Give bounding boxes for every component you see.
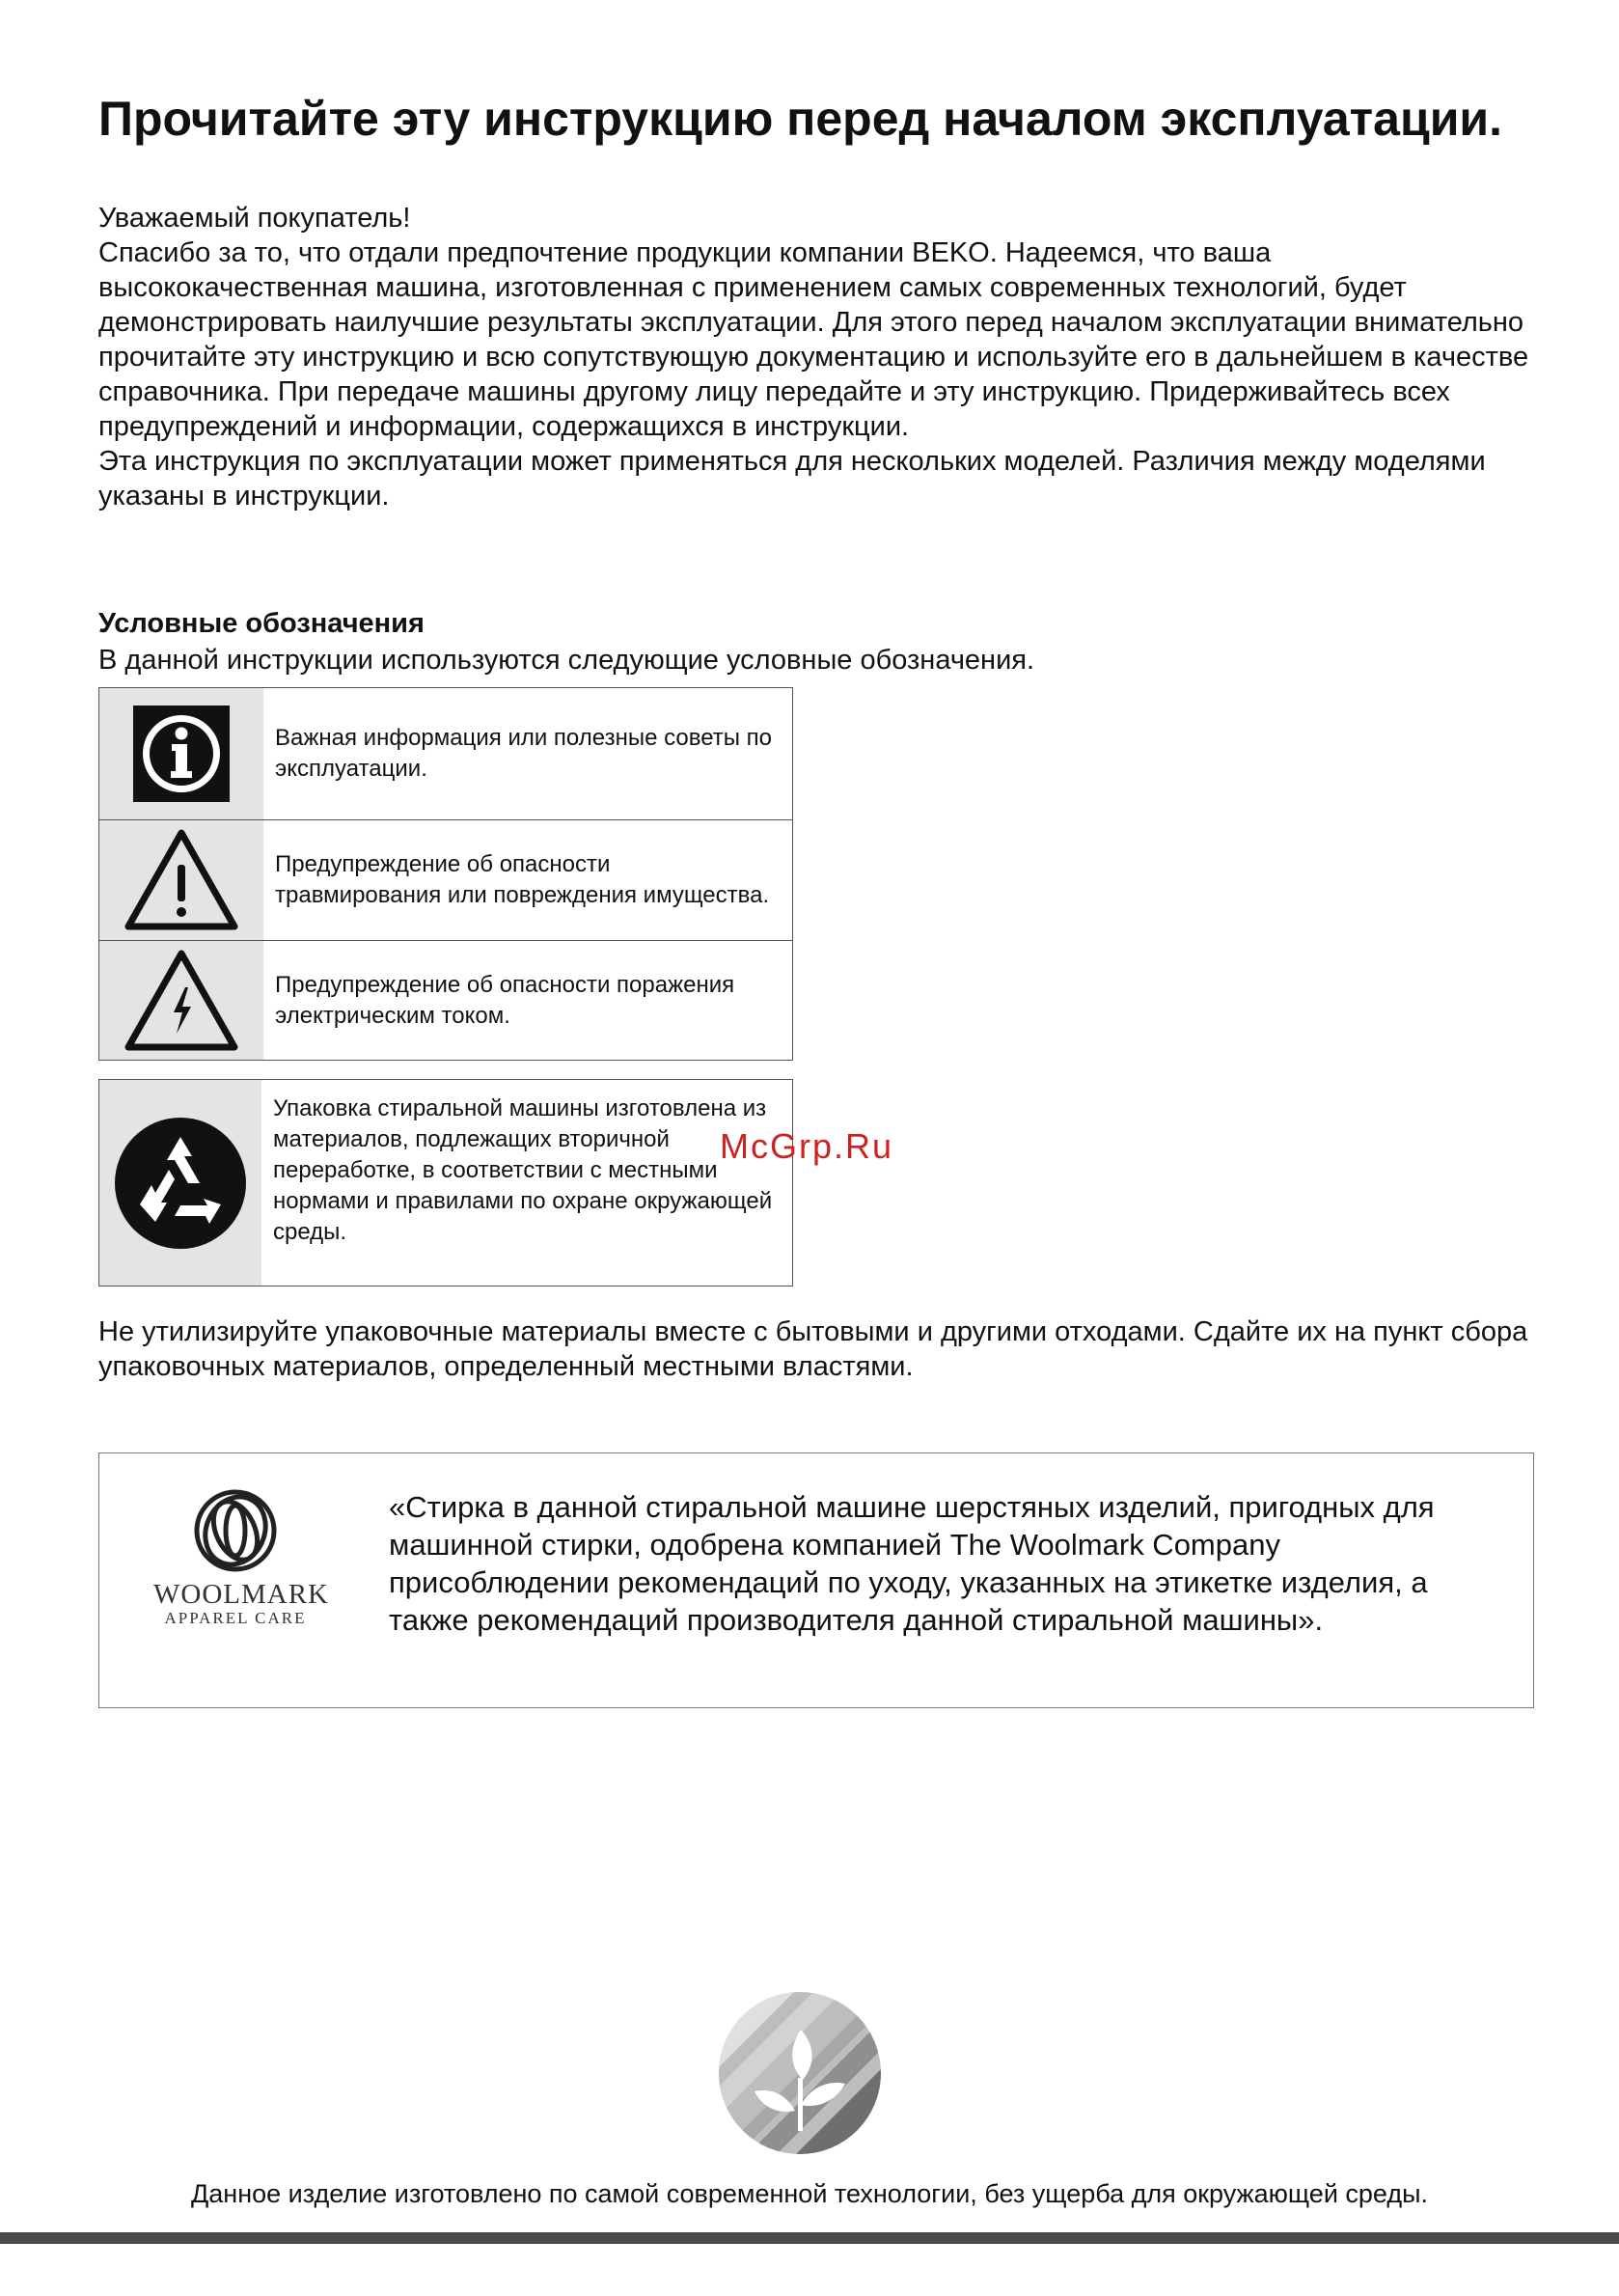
woolmark-icon	[191, 1486, 280, 1575]
woolmark-box	[98, 1452, 1534, 1708]
symbols-heading: Условные обозначения	[98, 608, 425, 639]
disposal-note: Не утилизируйте упаковочные материалы вместе с бытовыми и другими отходами. Сдайте их на пункт сбора упаковочных материалов, определенный местными властями.	[98, 1316, 1528, 1382]
intro-body: Спасибо за то, что отдали предпочтение продукции компании BEKO. Надеемся, что ваша высококачественная машина, изготовленная с применением самых современных технологий, будет демонстрировать наилучшие результаты эксплуатации. Для этого перед началом эксплуатации внимательно прочитайте эту инструкцию и всю сопутствующую документацию и используйте его в дальнейшем в качестве справочника. При передаче машины другому лицу передайте и эту инструкцию. Придерживайтесь всех предупреждений и информации, содержащихся в инструкции.	[98, 237, 1529, 442]
recycle-box	[98, 1079, 793, 1286]
symbol-row-electric	[99, 941, 792, 1060]
footer-note: Данное изделие изготовлено по самой современной технологии, без ущерба для окружающей среды.	[191, 2179, 1428, 2208]
info-icon	[99, 688, 263, 819]
symbol-row-info	[99, 688, 792, 820]
woolmark-name: WOOLMARK	[153, 1579, 329, 1610]
recycle-icon	[99, 1080, 261, 1286]
warning-icon	[99, 820, 263, 940]
recycle-text: Упаковка стиральной машины изготовлена из материалов, подлежащих вторичной переработке, в соответствии с местными нормами и правилами по охране окружающей среды.	[273, 1095, 773, 1245]
bottom-rule	[0, 2232, 1619, 2244]
leaf-icon	[718, 1991, 882, 2155]
symbol-row-warning	[99, 820, 792, 941]
eco-leaf-logo	[718, 1991, 882, 2155]
symbols-table	[98, 687, 793, 1061]
symbol-warning-text: Предупреждение об опасности травмирования или повреждения имущества.	[275, 851, 770, 908]
woolmark-logo	[153, 1486, 329, 1628]
models-note: Эта инструкция по эксплуатации может применяться для нескольких моделей. Различия между моделями указаны в инструкции.	[98, 446, 1486, 512]
symbols-intro: В данной инструкции используются следующие условные обозначения.	[98, 645, 1035, 676]
woolmark-quote: «Стирка в данной стиральной машине шерстяных изделий, пригодных для машинной стирки, одобрена компанией The Woolmark Company присоблюдении рекомендаций по уходу, указанных на этикетке изделия, а также рекомендаций производителя данной стиральной машины».	[389, 1490, 1435, 1637]
greeting: Уважаемый покупатель!	[98, 203, 411, 234]
woolmark-sub: APPAREL CARE	[164, 1609, 307, 1627]
symbol-electric-text: Предупреждение об опасности поражения электрическим током.	[275, 971, 735, 1029]
watermark: McGrp.Ru	[720, 1126, 894, 1166]
symbol-info-text: Важная информация или полезные советы по эксплуатации.	[275, 725, 772, 782]
electric-shock-icon	[99, 941, 263, 1060]
intro-section	[98, 201, 1546, 513]
page-title: Прочитайте эту инструкцию перед началом эксплуатации.	[98, 92, 1503, 146]
